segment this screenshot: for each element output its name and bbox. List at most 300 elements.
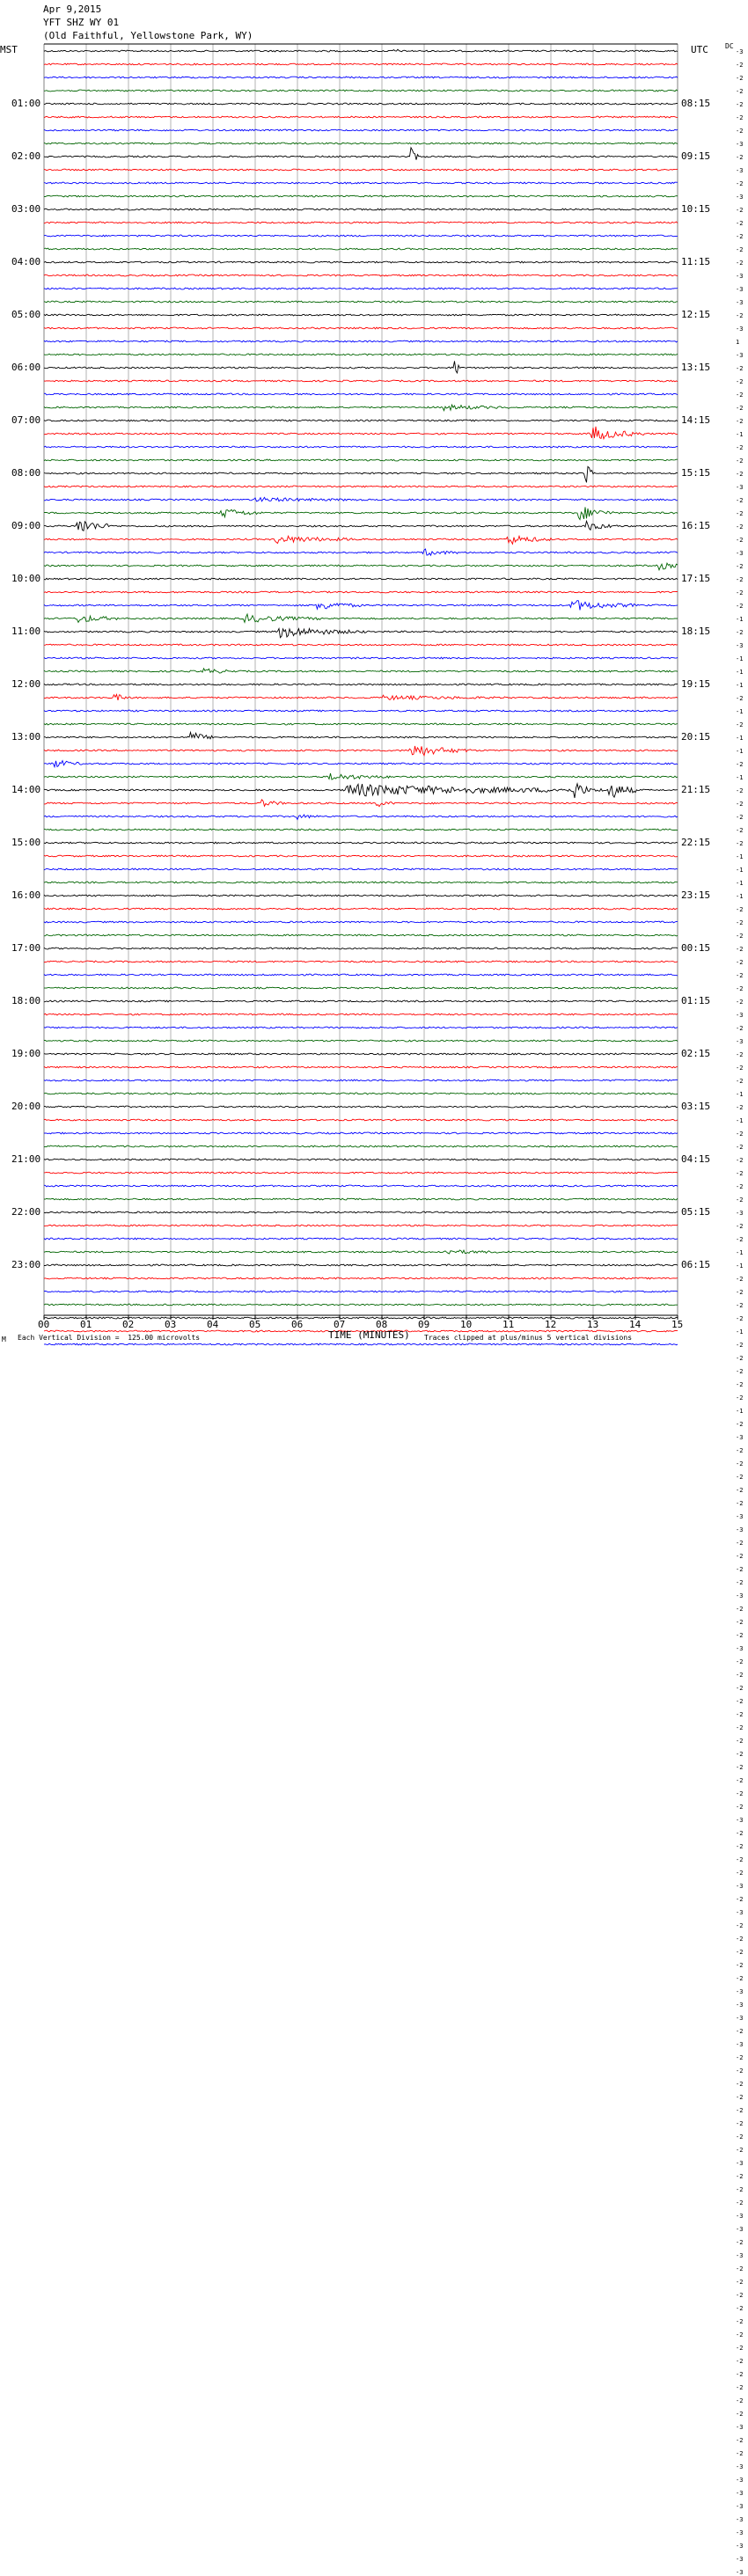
seismic-trace-68 xyxy=(44,948,678,949)
dc-offset-value: -3 xyxy=(736,273,744,280)
dc-offset-value: -1 xyxy=(736,682,744,689)
seismic-trace-75 xyxy=(44,1040,678,1042)
dc-offset-value: -3 xyxy=(736,2490,744,2497)
seismic-trace-94 xyxy=(44,1291,678,1292)
dc-offset-value: -1 xyxy=(736,1249,744,1256)
dc-offset-value: -2 xyxy=(736,2411,744,2418)
seismic-trace-58 xyxy=(44,815,678,820)
dc-offset-value: -2 xyxy=(736,180,744,187)
x-tick-label: 08 xyxy=(376,1319,388,1330)
dc-offset-value: -3 xyxy=(736,2503,744,2510)
mst-hour-label: 21:00 xyxy=(11,1153,41,1165)
seismic-trace-19 xyxy=(44,301,678,303)
seismic-trace-34 xyxy=(44,497,678,501)
dc-offset-value: -2 xyxy=(736,62,744,69)
seismic-trace-40 xyxy=(44,578,678,580)
dc-offset-value: -2 xyxy=(736,827,744,834)
dc-offset-value: -3 xyxy=(736,484,744,491)
dc-offset-value: -2 xyxy=(736,1421,744,1428)
seismic-trace-77 xyxy=(44,1066,678,1068)
dc-offset-value: -3 xyxy=(736,48,744,55)
seismic-trace-80 xyxy=(44,1106,678,1108)
dc-offset-value: -2 xyxy=(736,1856,744,1863)
dc-offset-value: -2 xyxy=(736,1065,744,1072)
dc-offset-value: -1 xyxy=(736,669,744,676)
seismic-trace-69 xyxy=(44,961,678,962)
seismic-trace-83 xyxy=(44,1145,678,1147)
x-tick-label: 05 xyxy=(249,1319,261,1330)
seismic-trace-36 xyxy=(44,521,678,531)
dc-offset-value: -3 xyxy=(736,2463,744,2470)
dc-offset-value: -2 xyxy=(736,471,744,478)
seismic-trace-49 xyxy=(44,694,678,700)
mst-hour-label: 08:00 xyxy=(11,467,41,479)
seismic-trace-54 xyxy=(44,761,678,767)
mst-hour-label: 23:00 xyxy=(11,1259,41,1270)
dc-offset-value: -2 xyxy=(736,1144,744,1151)
seismic-trace-47 xyxy=(44,669,678,673)
dc-offset-value: -2 xyxy=(736,1157,744,1164)
utc-hour-label: 16:15 xyxy=(681,520,711,531)
seismic-trace-55 xyxy=(44,773,678,779)
seismic-trace-29 xyxy=(44,427,678,439)
dc-offset-value: -2 xyxy=(736,695,744,702)
dc-offset-value: -2 xyxy=(736,1223,744,1230)
dc-offset-value: -2 xyxy=(736,2397,744,2404)
seismic-trace-31 xyxy=(44,459,678,461)
dc-offset-value: -2 xyxy=(736,1236,744,1243)
mst-hour-label: 04:00 xyxy=(11,256,41,267)
seismic-trace-61 xyxy=(44,855,678,857)
dc-offset-value: -3 xyxy=(736,2015,744,2022)
seismic-trace-46 xyxy=(44,657,678,659)
dc-offset-value: -2 xyxy=(736,2331,744,2338)
dc-offset-value: -1 xyxy=(736,431,744,438)
dc-offset-value: -2 xyxy=(736,418,744,425)
x-tick-label: 11 xyxy=(502,1319,515,1330)
seismic-trace-41 xyxy=(44,591,678,593)
dc-offset-value: -1 xyxy=(736,1262,744,1270)
dc-offset-value: -2 xyxy=(736,1368,744,1375)
dc-offset-value: -3 xyxy=(736,2424,744,2431)
seismic-traces xyxy=(44,49,678,1350)
dc-offset-value: -2 xyxy=(736,1896,744,1903)
seismic-trace-85 xyxy=(44,1172,678,1174)
seismic-trace-11 xyxy=(44,195,678,197)
seismic-trace-45 xyxy=(44,644,678,646)
dc-offset-value: -2 xyxy=(736,1804,744,1811)
dc-offset-value: -2 xyxy=(736,2345,744,2352)
dc-offset-value: -2 xyxy=(736,2384,744,2391)
mst-hour-label: 17:00 xyxy=(11,942,41,954)
dc-offset-value: -2 xyxy=(736,1975,744,1982)
dc-offset-value: -3 xyxy=(736,2516,744,2523)
utc-hour-label: 09:15 xyxy=(681,150,711,162)
x-axis-title: TIME (MINUTES) xyxy=(328,1329,410,1341)
dc-offset-value: -2 xyxy=(736,1078,744,1085)
dc-offset-value: -3 xyxy=(736,1513,744,1520)
dc-offset-value: -2 xyxy=(736,1936,744,1943)
x-tick-label: 10 xyxy=(460,1319,473,1330)
seismic-trace-32 xyxy=(44,466,678,482)
dc-offset-value: -2 xyxy=(736,2081,744,2088)
seismic-trace-20 xyxy=(44,314,678,316)
seismic-trace-73 xyxy=(44,1014,678,1015)
dc-offset-value: -2 xyxy=(736,1553,744,1560)
utc-hour-label: 19:15 xyxy=(681,678,711,690)
dc-offset-value: -3 xyxy=(736,2569,744,2576)
dc-offset-value: -2 xyxy=(736,1830,744,1837)
dc-offset-value: -2 xyxy=(736,2358,744,2365)
dc-offset-value: -3 xyxy=(736,326,744,333)
seismic-trace-1 xyxy=(44,63,678,65)
seismic-trace-63 xyxy=(44,882,678,883)
utc-hour-label: 17:15 xyxy=(681,573,711,584)
dc-offset-value: -3 xyxy=(736,1592,744,1599)
dc-offset-value: -1 xyxy=(736,616,744,623)
dc-offset-value: -2 xyxy=(736,2147,744,2154)
dc-offset-value: -2 xyxy=(736,906,744,913)
dc-offset-value: -2 xyxy=(736,1170,744,1177)
dc-offset-value: -2 xyxy=(736,2318,744,2325)
dc-offset-value: -2 xyxy=(736,1025,744,1032)
seismic-trace-2 xyxy=(44,77,678,78)
seismic-trace-4 xyxy=(44,103,678,105)
seismic-trace-76 xyxy=(44,1053,678,1055)
seismic-trace-87 xyxy=(44,1198,678,1200)
utc-hour-label: 22:15 xyxy=(681,837,711,848)
utc-hour-label: 13:15 xyxy=(681,362,711,373)
x-tick-label: 03 xyxy=(165,1319,177,1330)
dc-offset-value: -2 xyxy=(736,1474,744,1481)
dc-offset-value: -3 xyxy=(736,1645,744,1652)
dc-offset-value: -2 xyxy=(736,1051,744,1058)
utc-hour-label: 12:15 xyxy=(681,309,711,320)
seismic-trace-43 xyxy=(44,614,678,622)
dc-offset-value: -2 xyxy=(736,537,744,544)
dc-offset-value: -3 xyxy=(736,167,744,174)
seismic-trace-13 xyxy=(44,222,678,223)
utc-hour-label: 05:15 xyxy=(681,1206,711,1218)
dc-offset-value: -2 xyxy=(736,959,744,966)
dc-offset-value: -2 xyxy=(736,576,744,583)
dc-offset-value: -2 xyxy=(736,2239,744,2246)
dc-offset-value: -2 xyxy=(736,378,744,385)
seismic-trace-48 xyxy=(44,684,678,685)
x-tick-label: 01 xyxy=(80,1319,92,1330)
dc-offset-value: -3 xyxy=(736,352,744,359)
x-tick-label: 02 xyxy=(122,1319,135,1330)
seismic-trace-90 xyxy=(44,1238,678,1240)
mst-hour-label: 05:00 xyxy=(11,309,41,320)
mst-hour-label: 15:00 xyxy=(11,837,41,848)
dc-offset-value: -2 xyxy=(736,1500,744,1507)
dc-offset-value: -1 xyxy=(736,1117,744,1124)
dc-offset-value: -2 xyxy=(736,840,744,847)
seismic-trace-91 xyxy=(44,1250,678,1254)
dc-offset-value: -2 xyxy=(736,1289,744,1296)
seismic-trace-84 xyxy=(44,1159,678,1160)
x-tick-label: 15 xyxy=(671,1319,684,1330)
seismic-trace-15 xyxy=(44,248,678,250)
dc-offset-value: -3 xyxy=(736,2252,744,2259)
dc-offset-value: -2 xyxy=(736,589,744,596)
dc-offset-value: -2 xyxy=(736,1962,744,1969)
dc-offset-value: -3 xyxy=(736,1210,744,1217)
dc-offset-value: -3 xyxy=(736,2477,744,2484)
utc-hour-label: 14:15 xyxy=(681,414,711,426)
dc-offset-value: -2 xyxy=(736,946,744,953)
seismic-trace-93 xyxy=(44,1277,678,1279)
utc-hour-label: 11:15 xyxy=(681,256,711,267)
dc-offset-value: -2 xyxy=(736,1315,744,1322)
dc-offset-value: -1 xyxy=(736,867,744,874)
dc-offset-value: -3 xyxy=(736,2556,744,2563)
seismic-trace-88 xyxy=(44,1211,678,1213)
dc-offset-value: -2 xyxy=(736,392,744,399)
seismic-trace-89 xyxy=(44,1225,678,1226)
dc-offset-value: -2 xyxy=(736,1764,744,1771)
mst-hour-label: 03:00 xyxy=(11,203,41,215)
dc-offset-value: -2 xyxy=(736,629,744,636)
seismic-trace-38 xyxy=(44,549,678,555)
dc-offset-value: -2 xyxy=(736,128,744,135)
seismic-trace-14 xyxy=(44,235,678,237)
dc-offset-value: -3 xyxy=(736,194,744,201)
dc-offset-value: -2 xyxy=(736,2120,744,2127)
dc-offset-value: -2 xyxy=(736,1711,744,1718)
dc-offset-value: -2 xyxy=(736,1381,744,1388)
dc-offset-value: -1 xyxy=(736,655,744,662)
dc-offset-value: -2 xyxy=(736,2133,744,2141)
dc-offset-value: -2 xyxy=(736,260,744,267)
seismic-trace-30 xyxy=(44,446,678,448)
dc-offset-value: -2 xyxy=(736,985,744,992)
seismic-trace-60 xyxy=(44,842,678,844)
dc-offset-value: -2 xyxy=(736,207,744,214)
seismic-trace-27 xyxy=(44,405,678,411)
utc-hour-label: 15:15 xyxy=(681,467,711,479)
x-tick-label: 14 xyxy=(629,1319,642,1330)
x-tick-label: 09 xyxy=(418,1319,430,1330)
dc-offset-value: -1 xyxy=(736,774,744,781)
utc-hour-label: 02:15 xyxy=(681,1048,711,1059)
seismic-trace-3 xyxy=(44,90,678,91)
mst-hour-label: 14:00 xyxy=(11,784,41,795)
x-tick-label: 07 xyxy=(334,1319,346,1330)
dc-offset-value: -2 xyxy=(736,1566,744,1573)
dc-offset-value: -2 xyxy=(736,972,744,979)
dc-offset-value: -3 xyxy=(736,1038,744,1045)
dc-offset-value: -2 xyxy=(736,2173,744,2180)
seismic-trace-96 xyxy=(44,1317,678,1319)
left-axis-title: MST xyxy=(0,44,18,55)
dc-offset-value: -1 xyxy=(736,893,744,900)
dc-offset-value: -2 xyxy=(736,457,744,465)
dc-offset-value: -2 xyxy=(736,1183,744,1190)
seismic-trace-98 xyxy=(44,1343,678,1345)
dc-offset-value: 1 xyxy=(736,339,740,346)
seismic-trace-5 xyxy=(44,116,678,118)
dc-offset-value: -2 xyxy=(736,2279,744,2286)
seismic-trace-6 xyxy=(44,129,678,131)
dc-offset-value: -2 xyxy=(736,721,744,728)
dc-offset-value: -3 xyxy=(736,1988,744,1995)
seismic-trace-24 xyxy=(44,361,678,373)
mst-hour-label: 06:00 xyxy=(11,362,41,373)
dc-offset-value: -2 xyxy=(736,1606,744,1613)
seismic-trace-44 xyxy=(44,629,678,638)
seismic-trace-16 xyxy=(44,261,678,263)
dc-offset-value: -2 xyxy=(736,1738,744,1745)
header-date: Apr 9,2015 xyxy=(43,4,102,15)
dc-offset-value: -3 xyxy=(736,2213,744,2220)
seismic-trace-59 xyxy=(44,829,678,831)
dc-offset-value: -2 xyxy=(736,1104,744,1111)
dc-offset-value: -3 xyxy=(736,1012,744,1019)
corner-mark: M xyxy=(2,1336,6,1343)
seismic-trace-12 xyxy=(44,209,678,210)
dc-offset-value: -3 xyxy=(736,286,744,293)
dc-offset-value: -2 xyxy=(736,1698,744,1705)
dc-offset-value: -1 xyxy=(736,1408,744,1415)
seismic-trace-66 xyxy=(44,921,678,923)
mst-hour-label: 19:00 xyxy=(11,1048,41,1059)
dc-offset-value: -1 xyxy=(736,708,744,715)
dc-offset-value: -2 xyxy=(736,1355,744,1362)
seismic-trace-72 xyxy=(44,1000,678,1002)
seismic-trace-57 xyxy=(44,800,678,807)
mst-hour-label: 09:00 xyxy=(11,520,41,531)
utc-hour-label: 04:15 xyxy=(681,1153,711,1165)
utc-hour-label: 01:15 xyxy=(681,995,711,1006)
dc-offset-value: -3 xyxy=(736,1883,744,1890)
seismic-trace-18 xyxy=(44,288,678,289)
dc-offset-value: -3 xyxy=(736,550,744,557)
dc-offset-value: -2 xyxy=(736,1922,744,1929)
mst-hour-label: 16:00 xyxy=(11,889,41,901)
dc-offset-value: -3 xyxy=(736,2529,744,2536)
seismic-trace-35 xyxy=(44,507,678,519)
dc-offset-value: -3 xyxy=(736,2226,744,2233)
utc-hour-label: 10:15 xyxy=(681,203,711,215)
dc-offset-value: -2 xyxy=(736,919,744,926)
utc-hour-label: 23:15 xyxy=(681,889,711,901)
dc-offset-value: -2 xyxy=(736,220,744,227)
seismic-trace-22 xyxy=(44,340,678,342)
dc-offset-value: -1 xyxy=(736,1091,744,1098)
seismic-trace-92 xyxy=(44,1264,678,1266)
seismic-trace-10 xyxy=(44,182,678,184)
x-tick-label: 06 xyxy=(291,1319,304,1330)
dc-offset-value: -2 xyxy=(736,1790,744,1797)
seismic-trace-79 xyxy=(44,1093,678,1094)
dc-offset-value: -3 xyxy=(736,141,744,148)
dc-offset-value: -3 xyxy=(736,299,744,306)
dc-offset-value: -2 xyxy=(736,2292,744,2299)
utc-hour-label: 21:15 xyxy=(681,784,711,795)
mst-hour-label: 18:00 xyxy=(11,995,41,1006)
mst-hour-label: 13:00 xyxy=(11,731,41,743)
dc-offset-value: -2 xyxy=(736,154,744,161)
dc-offset-value: -2 xyxy=(736,1870,744,1877)
dc-offset-value: -2 xyxy=(736,1302,744,1309)
dc-offset-value: -2 xyxy=(736,2094,744,2101)
dc-offset-value: -2 xyxy=(736,444,744,451)
utc-hour-label: 06:15 xyxy=(681,1259,711,1270)
mst-hour-label: 07:00 xyxy=(11,414,41,426)
seismic-trace-53 xyxy=(44,746,678,756)
seismic-trace-64 xyxy=(44,895,678,896)
dc-offset-value: -3 xyxy=(736,2160,744,2167)
dc-offset-value: -2 xyxy=(736,801,744,808)
seismic-trace-26 xyxy=(44,393,678,395)
seismic-trace-37 xyxy=(44,536,678,544)
dc-offset-value: -2 xyxy=(736,1658,744,1665)
dc-offset-value: -1 xyxy=(736,748,744,755)
dc-offset-value: -2 xyxy=(736,1447,744,1454)
dc-offset-value: -2 xyxy=(736,1843,744,1850)
seismic-trace-56 xyxy=(44,784,678,798)
utc-hour-label: 20:15 xyxy=(681,731,711,743)
dc-offset-value: -2 xyxy=(736,2371,744,2378)
clip-note: Traces clipped at plus/minus 5 vertical divisions xyxy=(424,1334,633,1342)
dc-offset-value: -2 xyxy=(736,2186,744,2193)
dc-offset-value: -2 xyxy=(736,1487,744,1494)
dc-offset-value: -2 xyxy=(736,1724,744,1731)
utc-hour-label: 08:15 xyxy=(681,98,711,109)
seismic-trace-86 xyxy=(44,1185,678,1187)
mst-hour-label: 10:00 xyxy=(11,573,41,584)
dc-offset-value: -2 xyxy=(736,1632,744,1639)
dc-label: DC xyxy=(725,42,734,50)
x-tick-label: 00 xyxy=(38,1319,50,1330)
seismic-trace-65 xyxy=(44,908,678,910)
dc-offset-value: -1 xyxy=(736,735,744,742)
seismic-trace-39 xyxy=(44,563,678,570)
dc-offset-value: -2 xyxy=(736,1751,744,1758)
seismic-trace-82 xyxy=(44,1132,678,1134)
dc-offset-value: -2 xyxy=(736,1460,744,1467)
dc-offset-value: -2 xyxy=(736,2054,744,2061)
dc-offset-value: -2 xyxy=(736,88,744,95)
dc-offset-value: -3 xyxy=(736,1817,744,1824)
seismic-trace-62 xyxy=(44,868,678,870)
dc-offset-value: -3 xyxy=(736,2002,744,2009)
x-tick-label: 04 xyxy=(207,1319,219,1330)
mst-hour-label: 02:00 xyxy=(11,150,41,162)
seismic-trace-42 xyxy=(44,601,678,611)
dc-offset-value: -2 xyxy=(736,2067,744,2075)
dc-offset-value: -3 xyxy=(736,2041,744,2048)
dc-offset-value: -1 xyxy=(736,1328,744,1336)
dc-offset-value: -2 xyxy=(736,563,744,570)
scale-note: Each Vertical Division = 125.00 microvolts xyxy=(18,1334,201,1342)
dc-offset-value: -2 xyxy=(736,1276,744,1283)
dc-offset-value: -2 xyxy=(736,1777,744,1784)
dc-offset-value: -2 xyxy=(736,1949,744,1956)
dc-offset-value: -2 xyxy=(736,497,744,504)
dc-offset-value: -3 xyxy=(736,1909,744,1916)
dc-offset-value: -2 xyxy=(736,2305,744,2312)
dc-offset-value: -3 xyxy=(736,1526,744,1533)
dc-offset-value: -2 xyxy=(736,603,744,610)
dc-offset-value: -2 xyxy=(736,1131,744,1138)
dc-offset-value: -2 xyxy=(736,2107,744,2114)
dc-offset-value: -2 xyxy=(736,1579,744,1586)
dc-offset-value: -2 xyxy=(736,101,744,108)
mst-hour-label: 01:00 xyxy=(11,98,41,109)
